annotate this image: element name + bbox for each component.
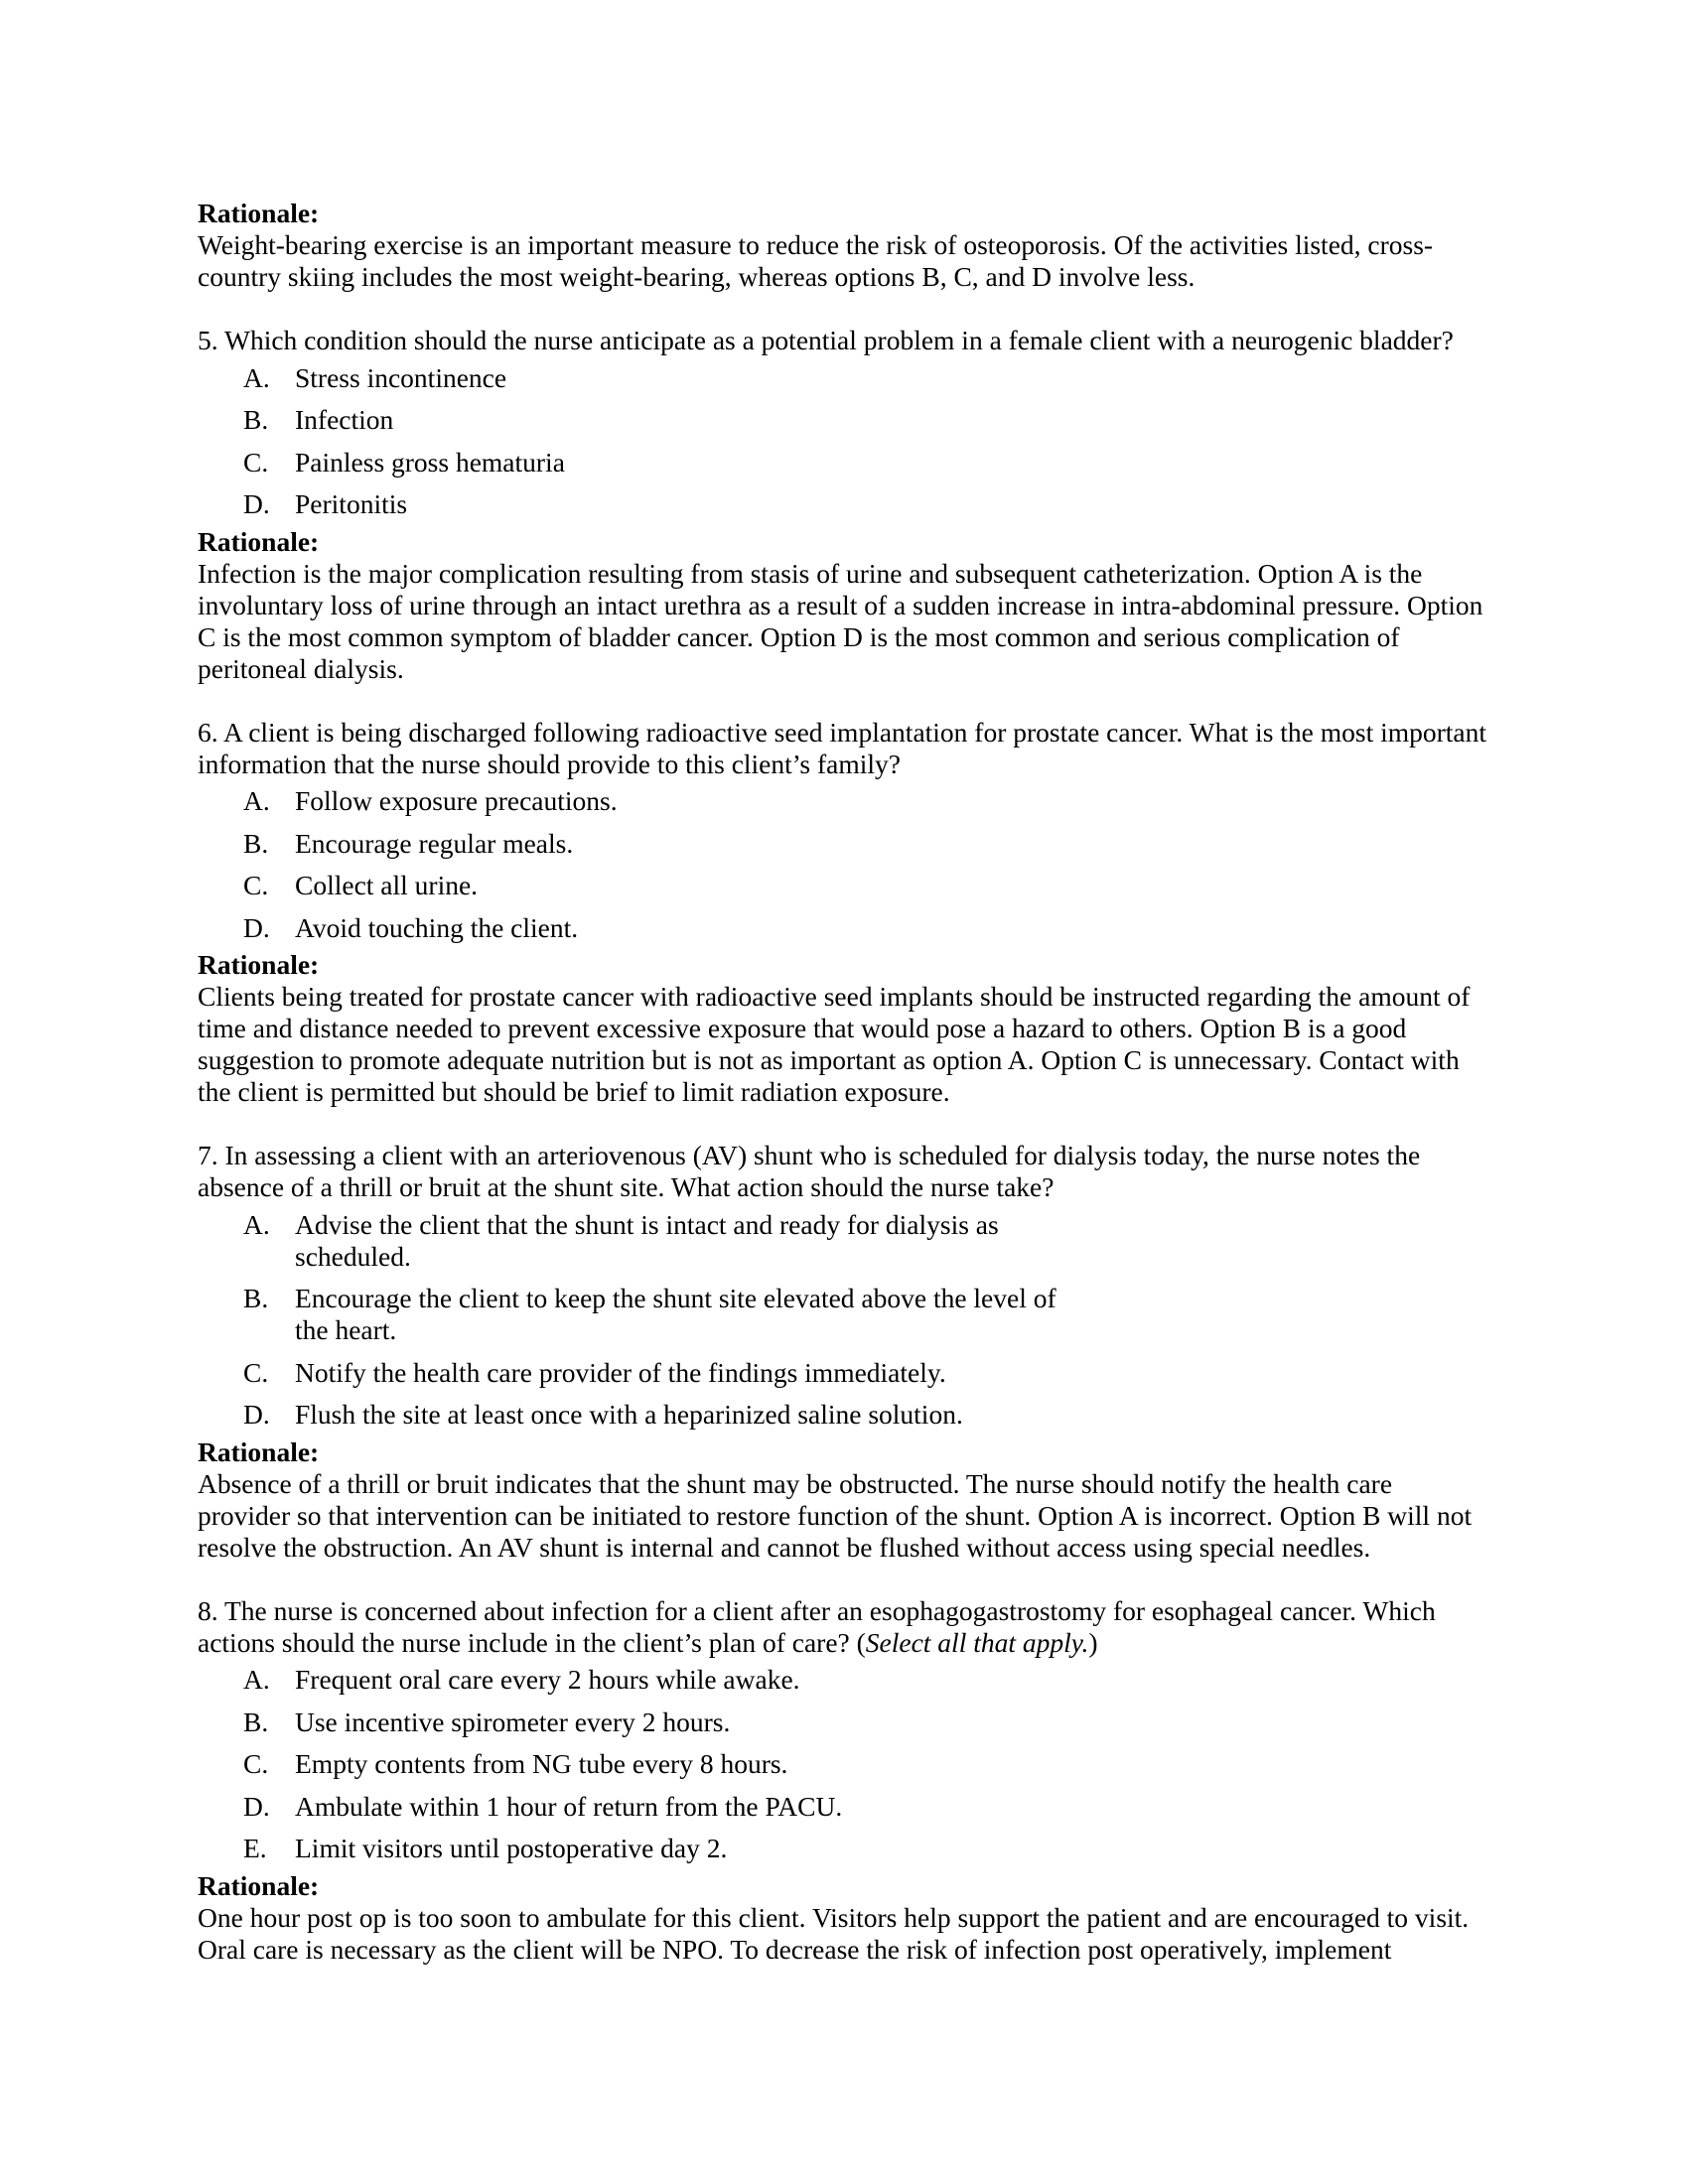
option-letter: E. bbox=[243, 1833, 267, 1863]
answer-option bbox=[198, 488, 1488, 520]
rationale-heading: Rationale: bbox=[198, 1869, 320, 1901]
option-text: Infection bbox=[295, 404, 394, 435]
option-text: Encourage regular meals. bbox=[295, 827, 574, 859]
question-block bbox=[198, 717, 1488, 1109]
question-stem bbox=[198, 717, 1488, 780]
stem-italic: Select all that apply. bbox=[865, 1626, 1089, 1658]
rationale-text: One hour post op is too soon to ambulate for this client. Visitors help support the patient and are encouraged to visit. Oral care is necessary as the client will be NPO. To decrease the risk of infection post operatively, implement bbox=[198, 1901, 1470, 1965]
answer-option bbox=[198, 1706, 1488, 1738]
option-letter: C. bbox=[243, 870, 269, 900]
option-text: Advise the client that the shunt is intact and ready for dialysis as scheduled. bbox=[295, 1208, 999, 1272]
option-list bbox=[198, 362, 1488, 521]
option-letter: C. bbox=[243, 1748, 269, 1779]
option-letter: B. bbox=[243, 827, 269, 859]
option-text: Limit visitors until postoperative day 2. bbox=[295, 1833, 728, 1863]
answer-option bbox=[198, 1664, 1488, 1696]
answer-option bbox=[198, 362, 1488, 394]
answer-option bbox=[198, 404, 1488, 436]
option-text: Ambulate within 1 hour of return from the PACU. bbox=[295, 1790, 843, 1822]
option-list bbox=[198, 1664, 1488, 1864]
stem-text: 7. In assessing a client with an arteriovenous (AV) shunt who is scheduled for dialysis today, the nurse notes the absence of a thrill or bruit at the shunt site. What action should the nurse take? bbox=[198, 1140, 1421, 1202]
option-letter: A. bbox=[243, 1208, 270, 1240]
option-letter: A. bbox=[243, 1664, 270, 1695]
answer-option bbox=[198, 1357, 1488, 1389]
question-block bbox=[198, 1595, 1488, 1966]
option-text: Painless gross hematuria bbox=[295, 446, 565, 478]
option-letter: D. bbox=[243, 1790, 270, 1822]
question-block bbox=[198, 325, 1488, 685]
stem-text: 5. Which condition should the nurse anticipate as a potential problem in a female client with a neurogenic bladder? bbox=[198, 325, 1454, 355]
option-list bbox=[198, 1209, 1488, 1432]
option-letter: B. bbox=[243, 1283, 269, 1313]
answer-option bbox=[198, 1283, 1488, 1346]
question-stem bbox=[198, 325, 1488, 356]
answer-option bbox=[198, 912, 1488, 944]
option-text: Encourage the client to keep the shunt site elevated above the level of the heart. bbox=[295, 1283, 1056, 1345]
option-letter: D. bbox=[243, 1399, 270, 1430]
answer-option bbox=[198, 828, 1488, 860]
option-letter: A. bbox=[243, 785, 270, 816]
question-stem bbox=[198, 1140, 1488, 1203]
question-stem bbox=[198, 1595, 1488, 1659]
answer-option bbox=[198, 1399, 1488, 1431]
option-text: Empty contents from NG tube every 8 hours. bbox=[295, 1748, 788, 1779]
option-text: Stress incontinence bbox=[295, 361, 507, 393]
question-block bbox=[198, 1140, 1488, 1564]
option-text: Collect all urine. bbox=[295, 870, 479, 900]
option-text: Notify the health care provider of the findings immediately. bbox=[295, 1356, 946, 1388]
option-text: Frequent oral care every 2 hours while awake. bbox=[295, 1664, 800, 1695]
option-text: Use incentive spirometer every 2 hours. bbox=[295, 1706, 731, 1737]
rationale-text: Infection is the major complication resulting from stasis of urine and subsequent catheterization. Option A is the involuntary loss of urine through an intact urethra as a result of a sudden increase in intra-abdominal pressure. Option C is the most common symptom of bladder cancer. Option D is the most common and serious complication of peritoneal dialysis. bbox=[198, 557, 1483, 684]
answer-option bbox=[198, 870, 1488, 901]
option-letter: D. bbox=[243, 911, 270, 943]
option-text: Peritonitis bbox=[295, 488, 408, 519]
option-text: Flush the site at least once with a heparinized saline solution. bbox=[295, 1399, 963, 1430]
option-letter: D. bbox=[243, 488, 270, 519]
answer-option bbox=[198, 1833, 1488, 1864]
rationale-heading: Rationale: bbox=[198, 525, 320, 557]
answer-option bbox=[198, 1748, 1488, 1780]
option-letter: B. bbox=[243, 1706, 269, 1737]
option-letter: C. bbox=[243, 1356, 269, 1388]
option-text: Avoid touching the client. bbox=[295, 911, 579, 943]
rationale-heading: Rationale: bbox=[198, 949, 320, 980]
option-list bbox=[198, 785, 1488, 944]
answer-option bbox=[198, 1209, 1488, 1273]
option-letter: B. bbox=[243, 404, 269, 435]
answer-option bbox=[198, 1791, 1488, 1823]
answer-option bbox=[198, 447, 1488, 478]
rationale-heading: Rationale: bbox=[198, 1435, 320, 1467]
stem-text: 8. The nurse is concerned about infection for a client after an esophagogastrostomy for esophageal cancer. Which actions should the nurse include in the client’s plan of care? ( bbox=[198, 1594, 1436, 1658]
option-letter: A. bbox=[243, 361, 270, 393]
stem-end: ) bbox=[1088, 1626, 1098, 1658]
option-text: Follow exposure precautions. bbox=[295, 785, 618, 816]
rationale-text: Clients being treated for prostate cancer with radioactive seed implants should be instructed regarding the amount of time and distance needed to prevent excessive exposure that would pose a hazard to others. Option B is a good suggestion to promote adequate nutrition but is not as important as option A. Option C is unnecessary. Contact with the client is permitted but should be brief to limit radiation exposure. bbox=[198, 981, 1471, 1107]
option-letter: C. bbox=[243, 446, 269, 478]
stem-text: 6. A client is being discharged following radioactive seed implantation for prostate cancer. What is the most important information that the nurse should provide to this client’s family? bbox=[198, 716, 1487, 779]
rationale-heading: Rationale: bbox=[198, 198, 320, 228]
rationale-text: Absence of a thrill or bruit indicates that the shunt may be obstructed. The nurse should notify the health care provider so that intervention can be initiated to restore function of the shunt. Option A is incorrect. Option B will not resolve the obstruction. An AV shunt is internal and cannot be flushed without access using special needles. bbox=[198, 1467, 1473, 1563]
document-page bbox=[198, 198, 1488, 1966]
question-list bbox=[198, 325, 1488, 1966]
rationale-text: Weight-bearing exercise is an important measure to reduce the risk of osteoporosis. Of the activities listed, cross-country skiing includes the most weight-bearing, whereas options B, C, and D involve less. bbox=[198, 229, 1434, 292]
answer-option bbox=[198, 785, 1488, 817]
